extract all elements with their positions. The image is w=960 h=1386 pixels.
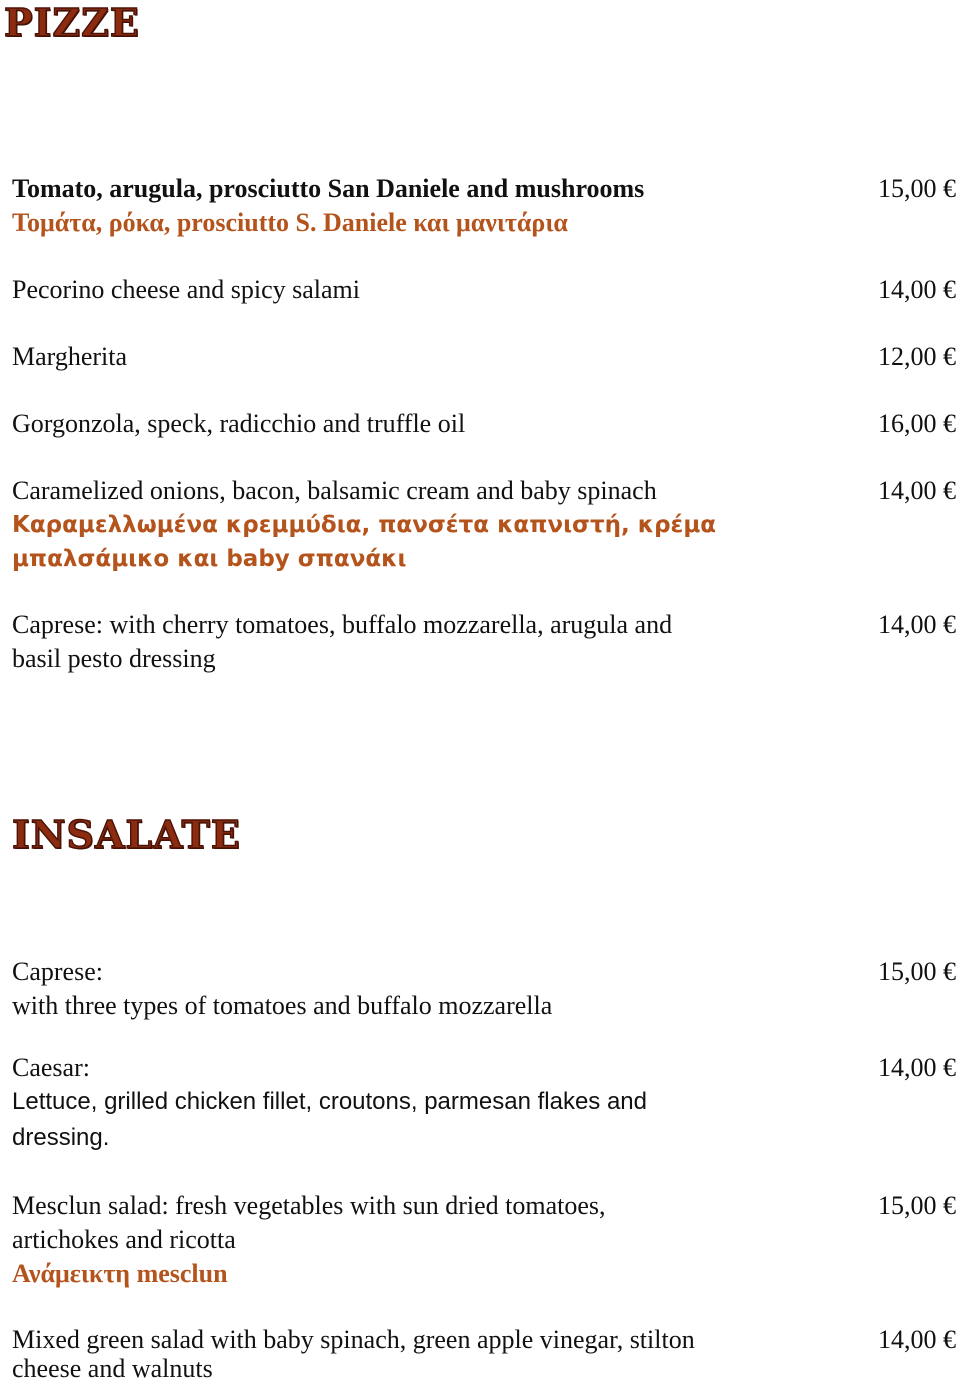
item-name-line3: dressing.	[12, 1124, 110, 1151]
item-price: 12,00 €	[878, 342, 956, 371]
item-name-line1: Caprese:	[12, 957, 103, 986]
item-price: 14,00 €	[878, 476, 956, 505]
item-greek-name-line2: μπαλσάμικο και baby σπανάκι	[12, 546, 407, 572]
item-price: 15,00 €	[878, 957, 956, 986]
item-name: Gorgonzola, speck, radicchio and truffle oil	[12, 409, 466, 438]
item-price: 15,00 €	[878, 1191, 956, 1220]
item-name: Margherita	[12, 342, 128, 371]
item-name: Tomato, arugula, prosciutto San Daniele and mushrooms	[12, 174, 645, 203]
item-name: Pecorino cheese and spicy salami	[12, 275, 360, 304]
item-name-line1: Mesclun salad: fresh vegetables with sun dried tomatoes,	[12, 1191, 606, 1220]
item-name-line2: with three types of tomatoes and buffalo mozzarella	[12, 991, 553, 1020]
item-greek-name: Ανάμεικτη mesclun	[12, 1259, 228, 1288]
item-greek-name: Τομάτα, ρόκα, prosciutto S. Daniele και μανιτάρια	[12, 208, 568, 237]
item-price: 14,00 €	[878, 1053, 956, 1082]
item-name-line2: Lettuce, grilled chicken fillet, croutons, parmesan flakes and	[12, 1088, 648, 1115]
item-name-line2: cheese and walnuts	[12, 1354, 213, 1383]
section-heading-insalate: INSALATE	[12, 812, 241, 857]
item-name-line1: Caesar:	[12, 1053, 90, 1082]
item-price: 14,00 €	[878, 610, 956, 639]
item-price: 16,00 €	[878, 409, 956, 438]
item-name-line2: basil pesto dressing	[12, 644, 216, 673]
item-greek-name-line1: Καραμελλωμένα κρεμμύδια, πανσέτα καπνιστή, κρέμα	[12, 512, 717, 538]
item-name-line1: Caprese: with cherry tomatoes, buffalo mozzarella, arugula and	[12, 610, 673, 639]
section-heading-pizze: PIZZE	[4, 0, 140, 45]
item-name: Caramelized onions, bacon, balsamic cream and baby spinach	[12, 476, 657, 505]
item-price: 14,00 €	[878, 275, 956, 304]
item-price: 14,00 €	[878, 1325, 956, 1354]
item-name-line1: Mixed green salad with baby spinach, green apple vinegar, stilton	[12, 1325, 695, 1354]
item-name-line2: artichokes and ricotta	[12, 1225, 236, 1254]
item-price: 15,00 €	[878, 174, 956, 203]
